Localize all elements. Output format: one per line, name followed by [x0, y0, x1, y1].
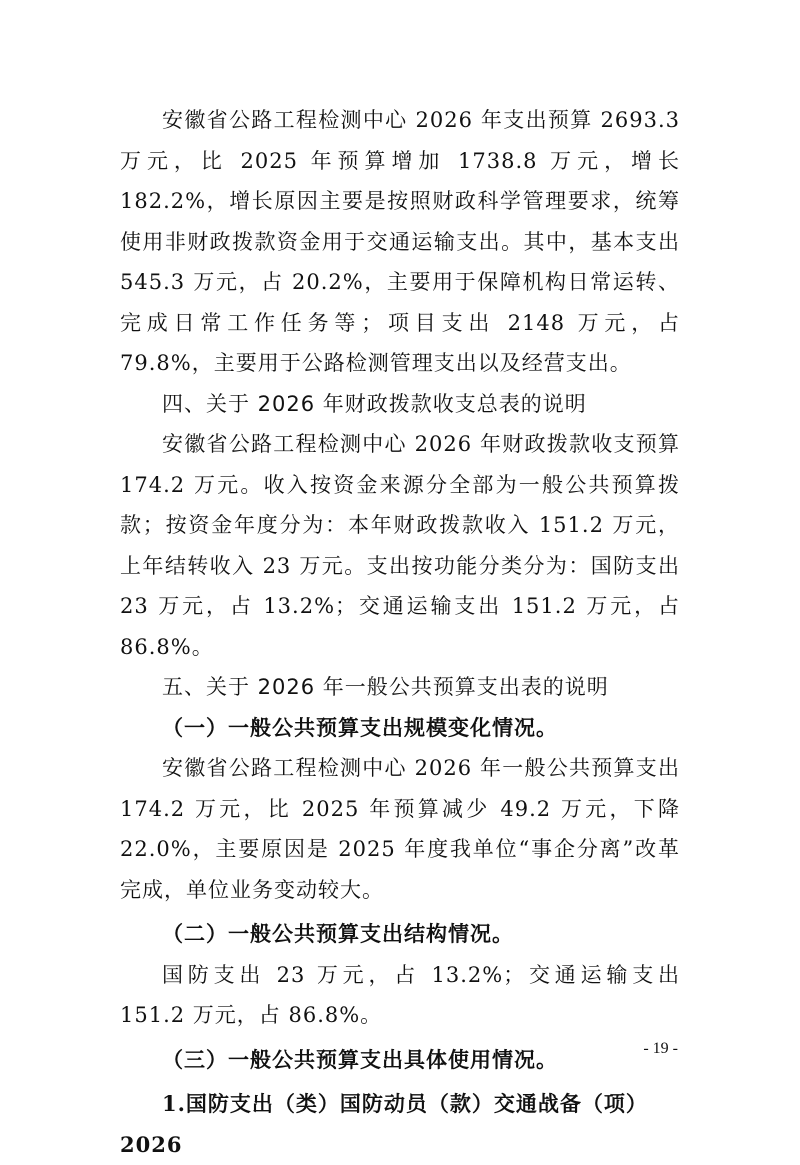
- paragraph-structure: 国防支出 23 万元，占 13.2%；交通运输支出 151.2 万元，占 86.8%。: [120, 962, 680, 1027]
- section-heading-5: 五、关于 2026 年一般公共预算支出表的说明: [162, 675, 609, 699]
- body-text: [120, 100, 680, 1165]
- page-number: - 19 -: [643, 1040, 678, 1057]
- paragraph-scale-change: 安徽省公路工程检测中心 2026 年一般公共预算支出 174.2 万元，比 2025 年预算减少 49.2 万元，下降 22.0%，主要原因是 2025 年度我单位“事企分离”改革完成，单位业务变动较大。: [120, 756, 680, 902]
- paragraph-fiscal-budget: 安徽省公路工程检测中心 2026 年财政拨款收支预算 174.2 万元。收入按资金来源分全部为一般公共预算拨款；按资金年度分为：本年财政拨款收入 151.2 万元，上年结转收入 23 万元。支出按功能分类分为：国防支出 23 万元，占 13.2%；交通运输支出 151.2 万元，占 86.8%。: [120, 432, 680, 659]
- subheading-scale-change: （一）一般公共预算支出规模变化情况。: [162, 714, 558, 740]
- subheading-structure: （二）一般公共预算支出结构情况。: [162, 921, 514, 946]
- subheading-usage: （三）一般公共预算支出具体使用情况。: [162, 1046, 558, 1072]
- subheading-defense-item: 1.国防支出（类）国防动员（款）交通战备（项）2026: [120, 1091, 648, 1157]
- paragraph-expenditure-budget: 安徽省公路工程检测中心 2026 年支出预算 2693.3 万元，比 2025 年预算增加 1738.8 万元，增长 182.2%，增长原因主要是按照财政科学管理要求，统筹使用非财政拨款资金用于交通运输支出。其中，基本支出 545.3 万元，占 20.2%，主要用于保障机构日常运转、完成日常工作任务等；项目支出 2148 万元，占 79.8%，主要用于公路检测管理支出以及经营支出。: [120, 108, 680, 375]
- section-heading-4: 四、关于 2026 年财政拨款收支总表的说明: [162, 391, 587, 416]
